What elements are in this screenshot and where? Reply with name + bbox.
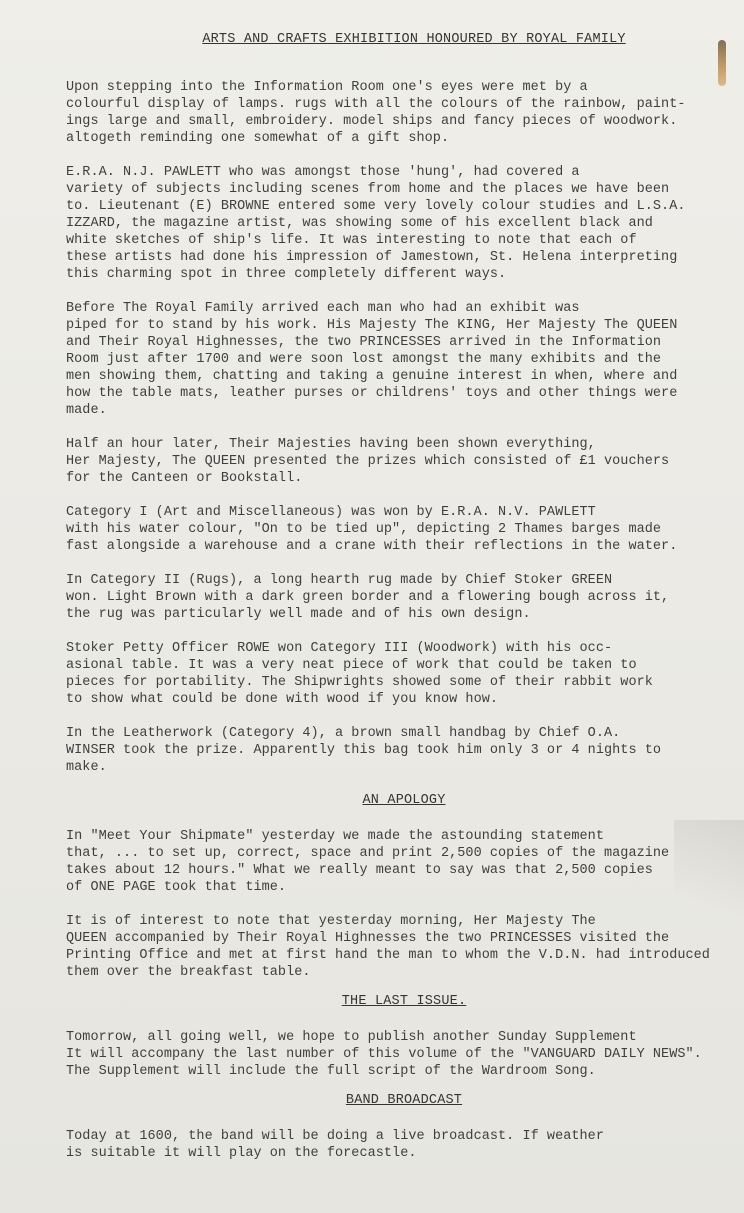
document-title: ARTS AND CRAFTS EXHIBITION HONOURED BY ROYAL FAMILY [202, 32, 626, 47]
paragraph-artists: E.R.A. N.J. PAWLETT who was amongst those 'hung', had covered a variety of subjects including scenes from home and the places we have been to. Lieutenant (E) BROWNE entered some very lovely colour studies and L.S.A. IZZARD, the magazine artist, was showing some of his excellent black and white sketches of ship's life. It was interesting to note that each of these artists had done his impression of Jamestown, St. Helena interpreting this charming spot in three completely different ways. [66, 165, 686, 282]
band-broadcast-paragraph: Today at 1600, the band will be doing a live broadcast. If weather is suitable it will play on the forecastle. [66, 1129, 604, 1161]
apology-heading: AN APOLOGY [362, 793, 446, 808]
typed-document [66, 32, 742, 1179]
paragraph-category-3: Stoker Petty Officer ROWE won Category III (Woodwork) with his occ- asional table. It was a very neat piece of work that could be taken to pieces for portability. The Shipwrights showed some of their rabbit work to show what could be done with wood if you know how. [66, 641, 653, 707]
last-issue-paragraph: Tomorrow, all going well, we hope to publish another Sunday Supplement It will accompany the last number of this volume of the "VANGUARD DAILY NEWS". The Supplement will include the full script of the Wardroom Song. [66, 1030, 702, 1079]
paragraph-category-2: In Category II (Rugs), a long hearth rug made by Chief Stoker GREEN won. Light Brown with a dark green border and a flowering bough across it, the rug was particularly well made and of his own design. [66, 573, 670, 622]
paragraph-category-1: Category I (Art and Miscellaneous) was won by E.R.A. N.V. PAWLETT with his water colour, "On to be tied up", depicting 2 Thames barges made fast alongside a warehouse and a crane with their reflections in the water. [66, 505, 678, 554]
apology-paragraph-2: It is of interest to note that yesterday morning, Her Majesty The QUEEN accompanied by Their Royal Highnesses the two PRINCESSES visited the Printing Office and met at first hand the man to whom the V.D.N. had introduced them over the breakfast table. [66, 914, 710, 980]
last-issue-heading: THE LAST ISSUE. [341, 994, 467, 1009]
paragraph-intro: Upon stepping into the Information Room one's eyes were met by a colourful display of lamps. rugs with all the colours of the rainbow, paint- ings large and small, embroidery. model ships and fancy pieces of woodwork. altogeth reminding one somewhat of a gift shop. [66, 80, 686, 146]
paragraph-royal-arrival: Before The Royal Family arrived each man who had an exhibit was piped for to stand by his work. His Majesty The KING, Her Majesty The QUEEN and Their Royal Highnesses, the two PRINCESSES arrived in the Information Room just after 1700 and were soon lost amongst the many exhibits and the men showing them, chatting and taking a genuine interest in when, where and how the table mats, leather purses or childrens' toys and other things were made. [66, 301, 678, 418]
paragraph-prizes: Half an hour later, Their Majesties having been shown everything, Her Majesty, The QUEEN presented the prizes which consisted of £1 vouchers for the Canteen or Bookstall. [66, 437, 670, 486]
paragraph-category-4: In the Leatherwork (Category 4), a brown small handbag by Chief O.A. WINSER took the prize. Apparently this bag took him only 3 or 4 nights to make. [66, 726, 662, 775]
apology-paragraph-1: In "Meet Your Shipmate" yesterday we made the astounding statement that, ... to set up, correct, space and print 2,500 copies of the magazine takes about 12 hours." What we really meant to say was that 2,500 copies of ONE PAGE took that time. [66, 829, 670, 895]
band-broadcast-heading: BAND BROADCAST [345, 1093, 463, 1108]
